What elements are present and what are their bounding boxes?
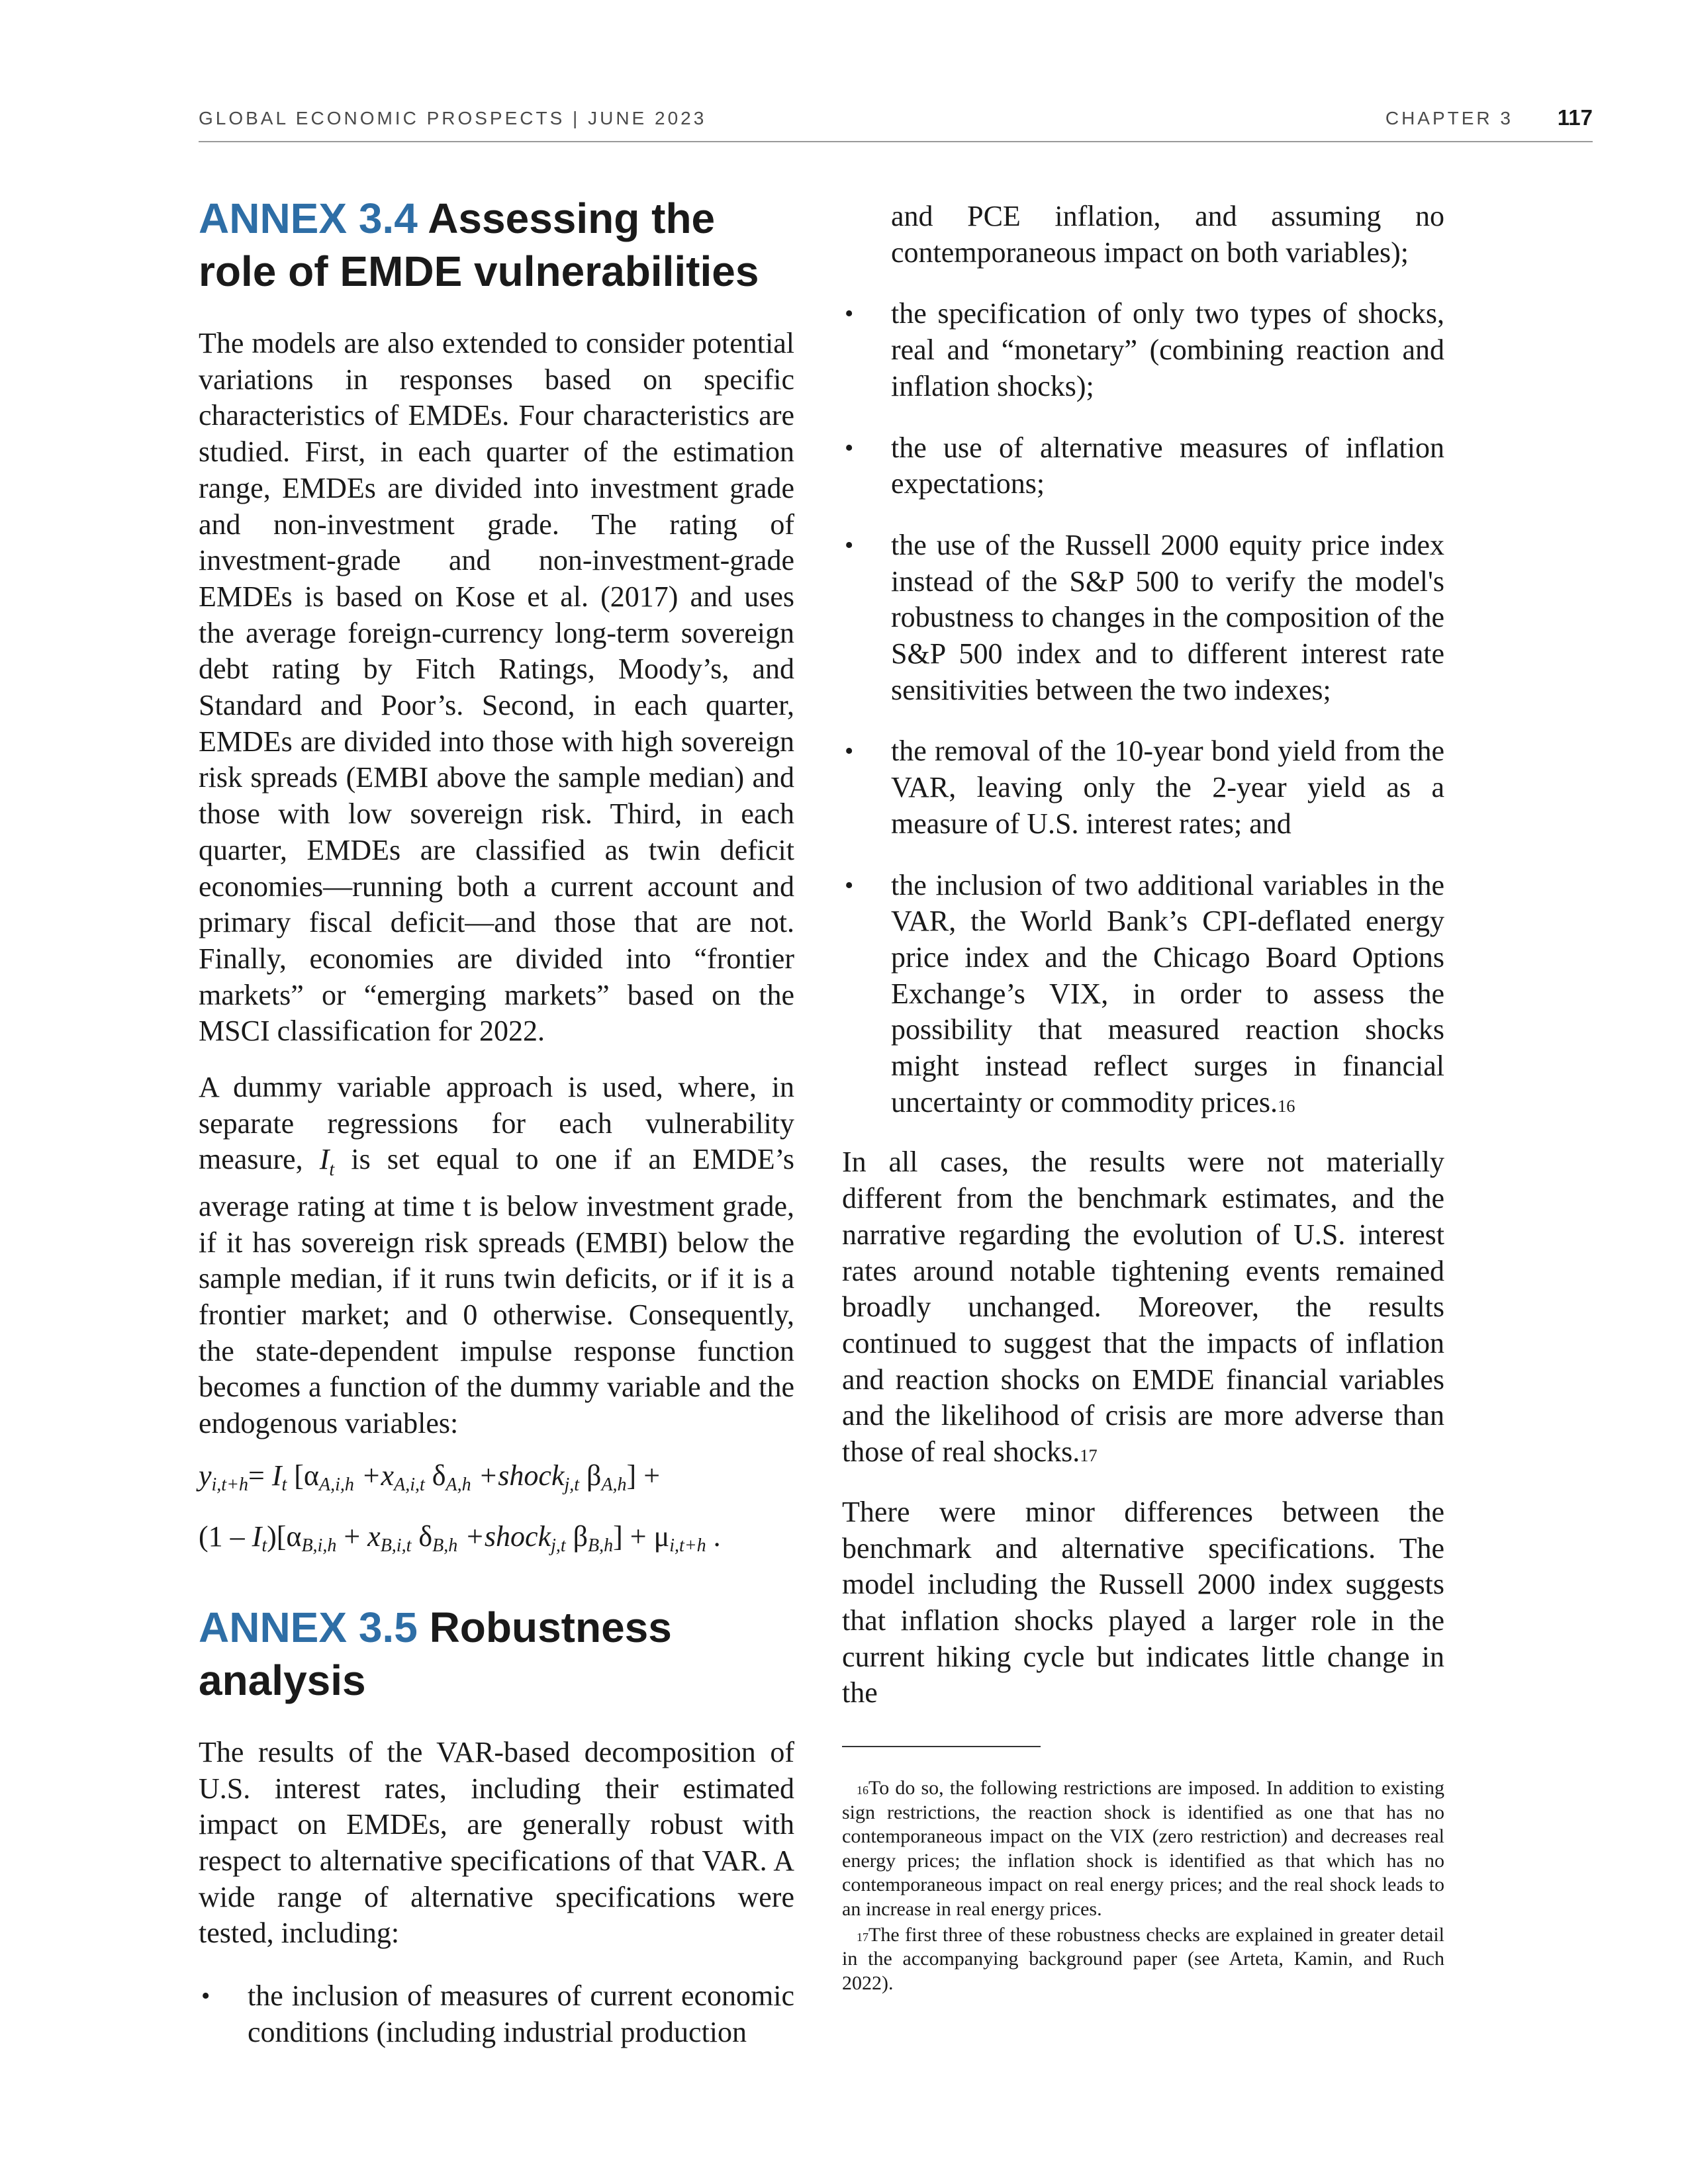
para2-dummy-symbol bbox=[319, 1143, 335, 1181]
footnote-17-text: The first three of these robustness checks are explained in greater detail in the accompanying background paper (see Arteta, Kamin, and Ruch 2022). bbox=[842, 1923, 1444, 1994]
eq-shock: +shock bbox=[471, 1459, 565, 1492]
eq2-I-sub: t bbox=[261, 1535, 267, 1556]
para2-pre: A dummy variable approach is used, where, in separate regressions for each vulnerability measure, bbox=[199, 1071, 794, 1176]
robustness-list-part-1 bbox=[199, 1978, 794, 2050]
annex-3-5-number: ANNEX 3.5 bbox=[199, 1603, 418, 1651]
eq-x: +x bbox=[353, 1459, 395, 1492]
right-column bbox=[842, 199, 1444, 1995]
annex-3-4-title-line2: role of EMDE vulnerabilities bbox=[199, 248, 759, 295]
eq-y-sub: i,t+h bbox=[211, 1474, 248, 1495]
para2-post: is set equal to one if an EMDE’s average rating at time t is below investment grade, if it has sovereign risk spreads (EMBI) below the sample median, if it runs twin deficits, or if it is a frontier market; and 0 otherwise. Consequently, the state-dependent impulse response function becomes a function of the dummy variable and the endogenous variables: bbox=[199, 1143, 795, 1440]
bullet-1-start bbox=[199, 1978, 794, 2050]
bullet-dot: • bbox=[845, 737, 854, 766]
eq2-alpha-sub: B,i,h bbox=[301, 1535, 337, 1556]
bullet-5 bbox=[842, 733, 1444, 842]
bullet-2 bbox=[842, 296, 1444, 404]
eq2-plus: + bbox=[336, 1520, 368, 1553]
dummy-I-sub: t bbox=[329, 1160, 335, 1181]
eq2-x-sub: B,i,t bbox=[380, 1535, 412, 1556]
bullet-dot: • bbox=[845, 300, 854, 328]
footnote-16-text: To do so, the following restrictions are imposed. In addition to existing sign restrictions, the reaction shock is identified as one that has no contemporaneous impact on the VIX (zero restriction) and decreases real energy prices; the inflation shock is identified as that which has no contemporaneous impact on real energy prices; and the real shock leads to an increase in real energy prices. bbox=[842, 1777, 1444, 1920]
bullet-4 bbox=[842, 527, 1444, 709]
bullet-dot: • bbox=[845, 433, 854, 462]
dummy-I: I bbox=[319, 1143, 330, 1176]
footnote-ref-16: 16 bbox=[1278, 1095, 1295, 1116]
eq2-x: x bbox=[367, 1520, 381, 1553]
eq-y: y bbox=[199, 1459, 212, 1492]
para2-text: In all cases, the results were not materially different from the benchmark estimates, and the narrative regarding the evolution of U.S. interest rates around notable tightening events remained broadly unchanged. Moreover, the results continued to suggest that the impacts of inflation and reaction shocks on EMDE financial variables and the likelihood of crisis are more adverse than those of real shocks. bbox=[842, 1146, 1444, 1469]
bullet-5-text: the removal of the 10-year bond yield from the VAR, leaving only the 2-year yield as a measure of U.S. interest rates; and bbox=[891, 735, 1444, 840]
eq-x-sub: A,i,t bbox=[394, 1474, 425, 1495]
running-header bbox=[199, 105, 1593, 142]
bullet-4-text: the use of the Russell 2000 equity price index instead of the S&P 500 to verify the model's robustness to changes in the composition of the S&P 500 index and to different interest rate sensitivities between the two indexes; bbox=[891, 528, 1444, 706]
bullet-dot: • bbox=[201, 1982, 211, 2011]
bullet-1-text-start: the inclusion of measures of current economic conditions (including industrial production bbox=[248, 1979, 794, 2048]
eq2-I: I bbox=[252, 1520, 262, 1553]
annex-3-5-title-line1: Robustness bbox=[429, 1603, 672, 1651]
bullet-6-text: the inclusion of two additional variables in the VAR, the World Bank’s CPI-deflated energy price index and the Chicago Board Options Exchange’s VIX, in order to assess the possibility that measured reaction shocks might instead reflect surges in financial uncertainty or commodity prices. bbox=[891, 868, 1444, 1118]
eq2-beta-sub: B,h bbox=[588, 1535, 614, 1556]
eq-delta: δ bbox=[424, 1459, 446, 1492]
eq2-mu-sub: i,t+h bbox=[669, 1535, 706, 1556]
eq-beta-sub: A,h bbox=[601, 1474, 627, 1495]
bullet-1-text-end: and PCE inflation, and assuming no contemporaneous impact on both variables); bbox=[891, 200, 1444, 269]
annex-3-5-paragraph-1: The results of the VAR-based decomposition of U.S. interest rates, including their estimated impact on EMDEs, are generally robust with respect to alternative specifications of that VAR. A wide range of alternative specifications were tested, including: bbox=[199, 1735, 794, 1950]
bullet-3-text: the use of alternative measures of inflation expectations; bbox=[891, 431, 1444, 500]
eq2-end: . bbox=[706, 1520, 721, 1553]
eq-delta-sub: A,h bbox=[445, 1474, 471, 1495]
annex-3-5-title-line2: analysis bbox=[199, 1656, 366, 1704]
eq2-alpha: )[α bbox=[267, 1520, 302, 1553]
eq2-delta: δ bbox=[411, 1520, 433, 1553]
annex-3-4-heading bbox=[199, 192, 794, 298]
eq2-shock: +shock bbox=[457, 1520, 551, 1553]
eq2-close-mu: ] + μ bbox=[613, 1520, 670, 1553]
footnote-16-number: 16 bbox=[857, 1784, 868, 1797]
eq-close: ] + bbox=[626, 1459, 661, 1492]
equation-line-2 bbox=[199, 1519, 794, 1564]
annex-3-4-paragraph-2 bbox=[199, 1069, 794, 1442]
chapter-label: CHAPTER 3 bbox=[1385, 108, 1513, 128]
annex-3-4-title-line1: Assessing the bbox=[428, 195, 716, 242]
publication-title: GLOBAL ECONOMIC PROSPECTS | JUNE 2023 bbox=[199, 108, 707, 128]
bullet-dot: • bbox=[845, 871, 854, 899]
bullet-6 bbox=[842, 868, 1444, 1121]
annex-3-4-paragraph-1: The models are also extended to consider potential variations in responses based on specific characteristics of EMDEs. Four characteristics are studied. First, in each quarter of the estimation range, EMDEs are divided into investment grade and non-investment grade. The rating of investment-grade and non-investment-grade EMDEs is based on Kose et al. (2017) and uses the average foreign-currency long-term sovereign debt rating by Fitch Ratings, Moody’s, and Standard and Poor’s. Second, in each quarter, EMDEs are divided into those with high sovereign risk spreads (EMBI above the sample median) and those with low sovereign risk. Third, in each quarter, EMDEs are classified as twin deficit economies—running both a current account and primary fiscal deficit—and those that are not. Finally, economies are divided into “frontier markets” or “emerging markets” based on the MSCI classification for 2022. bbox=[199, 327, 794, 1048]
equation-line-1 bbox=[199, 1458, 794, 1503]
annex-3-5-paragraph-3: There were minor differences between the benchmark and alternative specifications. The model including the Russell 2000 index suggests that inflation shocks played a larger role in the current hiking cycle but indicates little change in the bbox=[842, 1495, 1444, 1709]
bullet-2-text: the specification of only two types of shocks, real and “monetary” (combining reaction and inflation shocks); bbox=[891, 297, 1444, 402]
page-number: 117 bbox=[1557, 105, 1593, 130]
eq2-open: (1 – bbox=[199, 1520, 252, 1553]
eq2-delta-sub: B,h bbox=[432, 1535, 458, 1556]
footnote-17 bbox=[842, 1923, 1444, 1996]
robustness-list-part-2 bbox=[842, 199, 1444, 1120]
annex-3-5-heading bbox=[199, 1601, 794, 1707]
left-column bbox=[199, 192, 794, 2051]
eq2-beta: β bbox=[565, 1520, 588, 1553]
footnote-divider bbox=[842, 1746, 1041, 1747]
footnote-ref-17: 17 bbox=[1080, 1445, 1098, 1466]
annex-3-4-number: ANNEX 3.4 bbox=[199, 195, 418, 242]
eq-shock-sub: j,t bbox=[564, 1474, 580, 1495]
bullet-dot: • bbox=[845, 531, 854, 559]
eq2-shock-sub: j,t bbox=[551, 1535, 566, 1556]
eq-beta: β bbox=[579, 1459, 602, 1492]
bullet-1-continued bbox=[842, 199, 1444, 271]
footnote-17-number: 17 bbox=[857, 1930, 868, 1944]
annex-3-5-paragraph-2 bbox=[842, 1144, 1444, 1470]
eq-alpha-sub: A,i,h bbox=[318, 1474, 354, 1495]
eq-alpha: [α bbox=[287, 1459, 319, 1492]
footnote-16 bbox=[842, 1776, 1444, 1922]
eq-equals: = bbox=[248, 1459, 272, 1492]
eq-I-sub: t bbox=[281, 1474, 287, 1495]
bullet-3 bbox=[842, 430, 1444, 502]
eq-I: I bbox=[271, 1459, 282, 1492]
